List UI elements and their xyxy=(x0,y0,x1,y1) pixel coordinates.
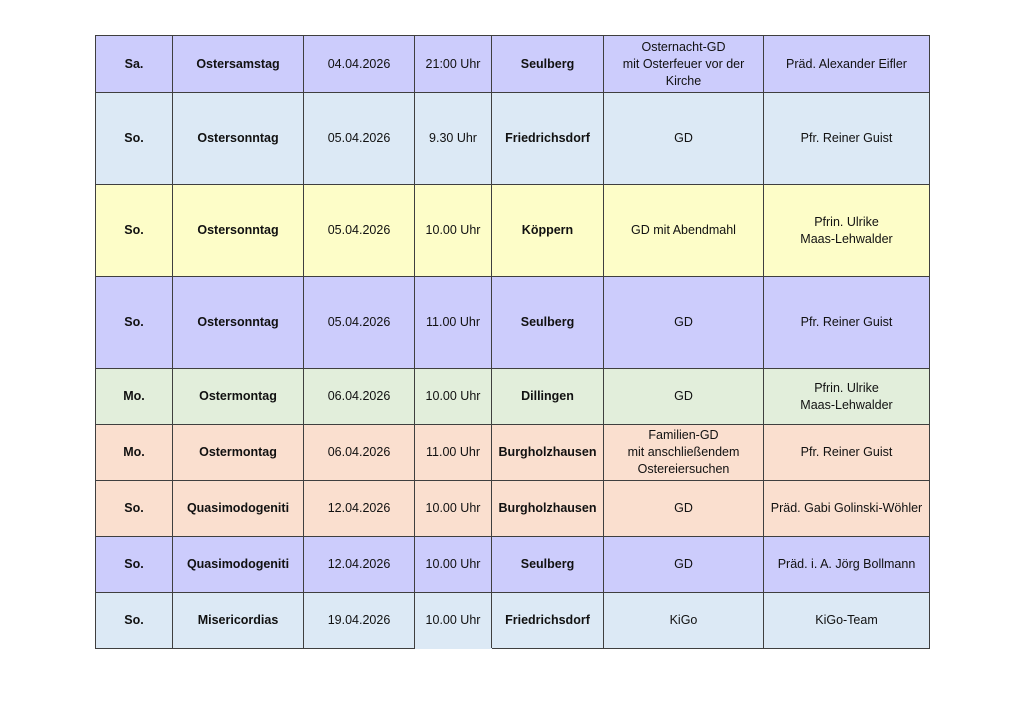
place-cell: Dillingen xyxy=(492,369,604,425)
day-cell: Mo. xyxy=(96,425,173,481)
leader-cell: Präd. Alexander Eifler xyxy=(764,36,930,93)
day-cell: So. xyxy=(96,185,173,277)
table-row xyxy=(96,537,930,593)
time-cell: 21:00 Uhr xyxy=(415,36,492,93)
leader-cell: Präd. i. A. Jörg Bollmann xyxy=(764,537,930,593)
place-cell: Köppern xyxy=(492,185,604,277)
occasion-cell: Ostersamstag xyxy=(173,36,304,93)
service-cell: GD xyxy=(604,537,764,593)
day-cell: So. xyxy=(96,537,173,593)
table-row xyxy=(96,593,930,649)
date-cell: 04.04.2026 xyxy=(304,36,415,93)
day-cell: Mo. xyxy=(96,369,173,425)
table-row xyxy=(96,277,930,369)
table-row xyxy=(96,185,930,277)
time-cell: 10.00 Uhr xyxy=(415,537,492,593)
place-cell: Seulberg xyxy=(492,277,604,369)
table-row xyxy=(96,481,930,537)
day-cell: So. xyxy=(96,481,173,537)
leader-cell: Pfr. Reiner Guist xyxy=(764,93,930,185)
place-cell: Friedrichsdorf xyxy=(492,593,604,649)
time-cell: 11.00 Uhr xyxy=(415,277,492,369)
date-cell: 12.04.2026 xyxy=(304,481,415,537)
place-cell: Seulberg xyxy=(492,36,604,93)
service-cell: GD xyxy=(604,93,764,185)
table-row xyxy=(96,425,930,481)
place-cell: Seulberg xyxy=(492,537,604,593)
leader-cell: Pfrin. Ulrike Maas-Lehwalder xyxy=(764,369,930,425)
leader-cell: Pfr. Reiner Guist xyxy=(764,277,930,369)
occasion-cell: Ostersonntag xyxy=(173,93,304,185)
time-cell: 10.00 Uhr xyxy=(415,481,492,537)
service-cell: GD xyxy=(604,369,764,425)
time-cell: 9.30 Uhr xyxy=(415,93,492,185)
service-cell: KiGo xyxy=(604,593,764,649)
date-cell: 05.04.2026 xyxy=(304,93,415,185)
time-cell: 10.00 Uhr xyxy=(415,593,492,649)
day-cell: So. xyxy=(96,93,173,185)
leader-cell: KiGo-Team xyxy=(764,593,930,649)
occasion-cell: Ostermontag xyxy=(173,425,304,481)
day-cell: So. xyxy=(96,593,173,649)
service-cell: Osternacht-GD mit Osterfeuer vor der Kirche xyxy=(604,36,764,93)
occasion-cell: Ostersonntag xyxy=(173,277,304,369)
occasion-cell: Ostermontag xyxy=(173,369,304,425)
leader-cell: Pfr. Reiner Guist xyxy=(764,425,930,481)
occasion-cell: Quasimodogeniti xyxy=(173,481,304,537)
leader-cell: Präd. Gabi Golinski-Wöhler xyxy=(764,481,930,537)
place-cell: Burgholzhausen xyxy=(492,425,604,481)
date-cell: 12.04.2026 xyxy=(304,537,415,593)
service-cell: Familien-GD mit anschließendem Ostereiersuchen xyxy=(604,425,764,481)
time-cell: 10.00 Uhr xyxy=(415,369,492,425)
time-cell: 11.00 Uhr xyxy=(415,425,492,481)
occasion-cell: Misericordias xyxy=(173,593,304,649)
table-row xyxy=(96,93,930,185)
date-cell: 05.04.2026 xyxy=(304,185,415,277)
service-cell: GD xyxy=(604,481,764,537)
date-cell: 06.04.2026 xyxy=(304,369,415,425)
service-schedule-table xyxy=(95,35,930,649)
time-cell: 10.00 Uhr xyxy=(415,185,492,277)
place-cell: Burgholzhausen xyxy=(492,481,604,537)
table-row xyxy=(96,369,930,425)
date-cell: 19.04.2026 xyxy=(304,593,415,649)
service-cell: GD xyxy=(604,277,764,369)
day-cell: Sa. xyxy=(96,36,173,93)
occasion-cell: Quasimodogeniti xyxy=(173,537,304,593)
occasion-cell: Ostersonntag xyxy=(173,185,304,277)
day-cell: So. xyxy=(96,277,173,369)
table-row xyxy=(96,36,930,93)
date-cell: 05.04.2026 xyxy=(304,277,415,369)
date-cell: 06.04.2026 xyxy=(304,425,415,481)
leader-cell: Pfrin. Ulrike Maas-Lehwalder xyxy=(764,185,930,277)
service-cell: GD mit Abendmahl xyxy=(604,185,764,277)
place-cell: Friedrichsdorf xyxy=(492,93,604,185)
